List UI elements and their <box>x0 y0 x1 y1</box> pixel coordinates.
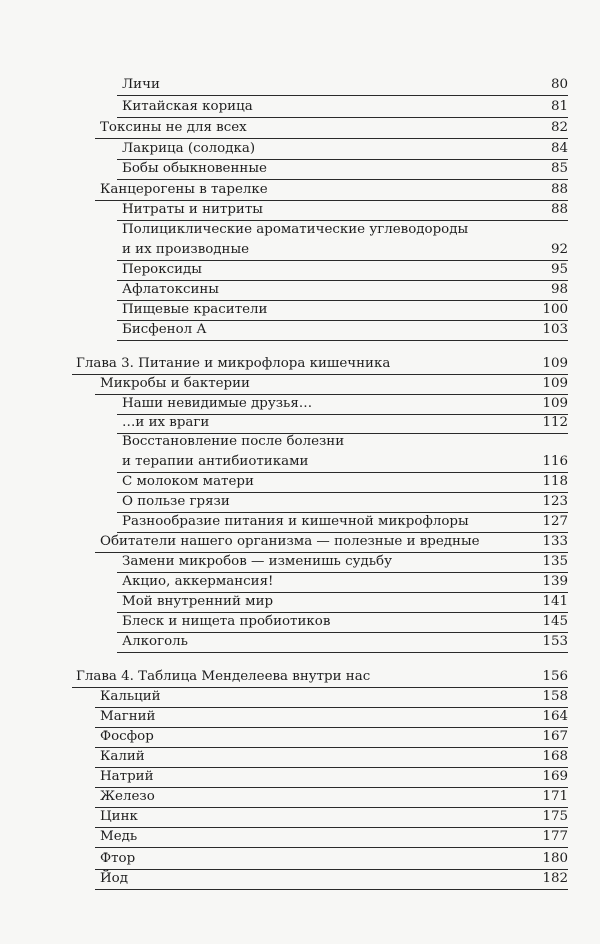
toc-page-number: 177 <box>542 829 568 844</box>
toc-entry <box>0 728 600 746</box>
toc-entry-title: Мой внутренний мир <box>122 594 274 609</box>
toc-entry <box>0 119 600 137</box>
toc-page-number: 164 <box>542 709 568 724</box>
toc-page-number: 169 <box>542 769 568 784</box>
toc-entry-title: Токсины не для всех <box>100 120 247 135</box>
toc-page-number: 182 <box>542 871 568 886</box>
toc-underline <box>95 889 568 890</box>
toc-chapter-title: Глава 4. Таблица Менделеева внутри нас <box>76 669 371 684</box>
toc-entry-title: …и их враги <box>122 415 210 430</box>
toc-entry-title: Микробы и бактерии <box>100 376 250 391</box>
toc-page-number: 82 <box>550 120 568 135</box>
toc-entry <box>0 160 600 178</box>
toc-entry <box>0 513 600 531</box>
toc-entry <box>0 261 600 279</box>
toc-entry-title: Личи <box>122 77 160 92</box>
toc-page-number: 116 <box>542 454 568 469</box>
toc-underline <box>117 95 568 96</box>
toc-entry <box>0 613 600 631</box>
toc-entry <box>0 573 600 591</box>
toc-entry-title: Йод <box>100 871 128 886</box>
toc-entry-title-line1: Полициклические ароматические углеводороды <box>122 222 469 237</box>
toc-underline <box>117 652 568 653</box>
toc-page-number: 92 <box>550 242 568 257</box>
toc-entry <box>0 688 600 706</box>
toc-chapter-title: Глава 3. Питание и микрофлора кишечника <box>76 356 391 371</box>
toc-entry <box>0 76 600 94</box>
toc-entry <box>0 414 600 432</box>
toc-entry <box>0 593 600 611</box>
toc-entry-title: Пищевые красители <box>122 302 268 317</box>
toc-entry-title: Магний <box>100 709 156 724</box>
toc-page-number: 145 <box>542 614 568 629</box>
toc-page-number: 139 <box>542 574 568 589</box>
toc-entry-title: Железо <box>100 789 155 804</box>
toc-entry-title: Фосфор <box>100 729 154 744</box>
toc-entry <box>0 181 600 199</box>
toc-entry <box>0 375 600 393</box>
toc-entry-title: Замени микробов — изменишь судьбу <box>122 554 392 569</box>
toc-entry <box>0 808 600 826</box>
toc-entry-title: Медь <box>100 829 138 844</box>
toc-entry <box>0 870 600 888</box>
toc-entry <box>0 395 600 413</box>
toc-entry-title: Акцио, аккермансия! <box>122 574 274 589</box>
toc-page-number: 109 <box>542 396 568 411</box>
toc-page-number: 112 <box>542 415 568 430</box>
toc-page-number: 158 <box>542 689 568 704</box>
toc-entry-title: Бисфенол А <box>122 322 207 337</box>
toc-page-number: 109 <box>542 376 568 391</box>
toc-entry <box>0 748 600 766</box>
toc-entry <box>0 301 600 319</box>
toc-entry <box>0 140 600 158</box>
toc-entry <box>0 533 600 551</box>
toc-entry-title: Китайская корица <box>122 99 253 114</box>
toc-entry-title: Наши невидимые друзья… <box>122 396 313 411</box>
toc-entry <box>0 321 600 339</box>
toc-entry-title: О пользе грязи <box>122 494 230 509</box>
toc-entry-title: Кальций <box>100 689 161 704</box>
toc-entry <box>0 788 600 806</box>
toc-chapter <box>0 668 600 686</box>
toc-entry-title: Афлатоксины <box>122 282 219 297</box>
toc-page-number: 85 <box>550 161 568 176</box>
toc-entry-title: и их производные <box>122 242 250 257</box>
toc-entry-title: Разнообразие питания и кишечной микрофлоры <box>122 514 469 529</box>
toc-entry-title: и терапии антибиотиками <box>122 454 309 469</box>
toc-underline <box>117 179 568 180</box>
toc-entry-title: Калий <box>100 749 145 764</box>
toc-entry <box>0 453 600 471</box>
toc-page-number: 103 <box>542 322 568 337</box>
toc-page-number: 88 <box>550 202 568 217</box>
toc-page-number: 84 <box>550 141 568 156</box>
toc-entry-title: С молоком матери <box>122 474 254 489</box>
toc-chapter <box>0 355 600 373</box>
toc-entry-title: Пероксиды <box>122 262 202 277</box>
toc-page-number: 123 <box>542 494 568 509</box>
toc-page-number: 100 <box>542 302 568 317</box>
toc-entry-title: Лакрица (солодка) <box>122 141 256 156</box>
toc-entry-title: Блеск и нищета пробиотиков <box>122 614 331 629</box>
toc-page-number: 80 <box>550 77 568 92</box>
toc-underline <box>117 117 568 118</box>
toc-entry-title: Бобы обыкновенные <box>122 161 267 176</box>
toc-entry <box>0 201 600 219</box>
toc-entry-title: Нитраты и нитриты <box>122 202 263 217</box>
toc-page-number: 118 <box>542 474 568 489</box>
toc-entry-title-line1: Восстановление после болезни <box>122 434 345 449</box>
toc-entry-title: Алкоголь <box>122 634 188 649</box>
toc-page-number: 167 <box>542 729 568 744</box>
toc-entry <box>0 768 600 786</box>
toc-entry <box>0 241 600 259</box>
toc-entry <box>0 98 600 116</box>
toc-entry-title: Цинк <box>100 809 138 824</box>
toc-underline <box>117 340 568 341</box>
toc-page-number: 135 <box>542 554 568 569</box>
toc-page-number: 109 <box>542 356 568 371</box>
toc-entry <box>0 633 600 651</box>
toc-entry-title: Фтор <box>100 851 136 866</box>
toc-page-number: 171 <box>542 789 568 804</box>
toc-entry-title: Обитатели нашего организма — полезные и вредные <box>100 534 480 549</box>
toc-entry-title: Канцерогены в тарелке <box>100 182 268 197</box>
toc-page-number: 156 <box>542 669 568 684</box>
toc-page-number: 153 <box>542 634 568 649</box>
toc-entry-title: Натрий <box>100 769 154 784</box>
toc-entry <box>0 850 600 868</box>
toc-page-number: 88 <box>550 182 568 197</box>
toc-entry <box>0 493 600 511</box>
toc-page-number: 175 <box>542 809 568 824</box>
toc-entry <box>0 553 600 571</box>
toc-page-number: 95 <box>550 262 568 277</box>
toc-page-number: 98 <box>550 282 568 297</box>
toc-entry <box>0 473 600 491</box>
toc-underline <box>95 138 568 139</box>
toc-entry <box>0 708 600 726</box>
toc-page-number: 133 <box>542 534 568 549</box>
toc-entry <box>0 281 600 299</box>
toc-page-number: 180 <box>542 851 568 866</box>
toc-page-number: 127 <box>542 514 568 529</box>
toc-page-number: 81 <box>550 99 568 114</box>
toc-page-number: 141 <box>542 594 568 609</box>
toc-page-number: 168 <box>542 749 568 764</box>
toc-underline <box>95 847 568 848</box>
toc-entry <box>0 828 600 846</box>
